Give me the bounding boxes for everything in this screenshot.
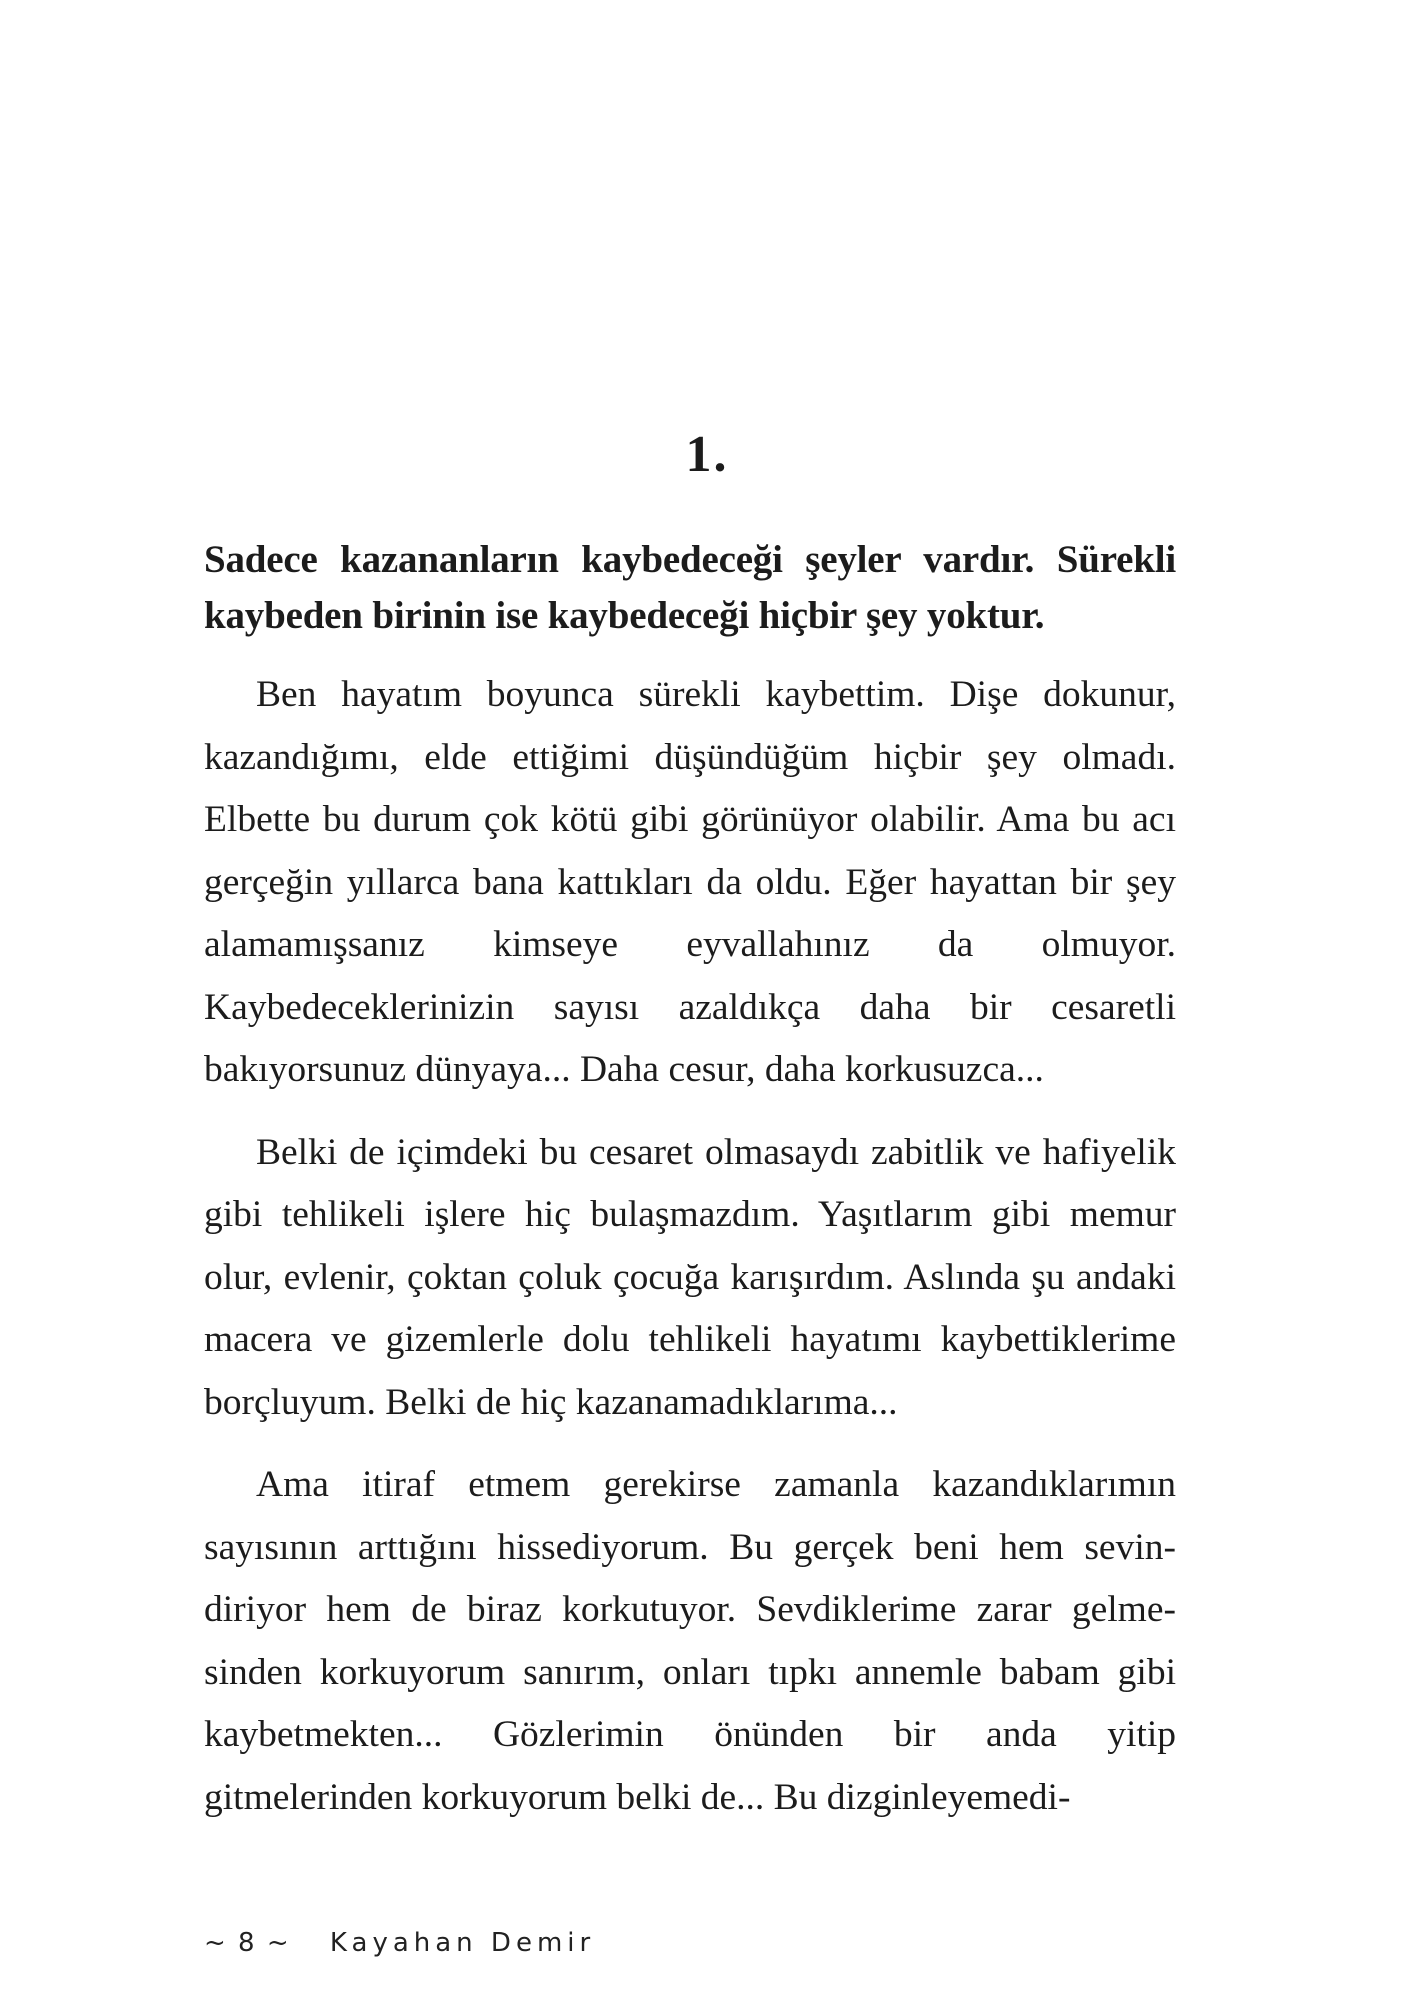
chapter-text [204,532,1176,1829]
chapter-number: 1. [685,426,729,483]
body-paragraph-3: Ama itiraf etmem gerekirse zamanla kazandıklarımın sayısının arttığını hissediyorum. Bu gerçek beni hem sevindiriyor hem de biraz korkutuyor. Sevdiklerime zarar gelmesinden korkuyorum sanırım, onları tıpkı annemle babam gibi kaybetmekten... Gözlerimin önünden bir anda yitip gitmelerinden korkuyorum belki de... Bu dizginleyemedi- [204,1464,1176,1818]
page-footer [204,1928,595,1958]
body-paragraph-1: Ben hayatım boyunca sürekli kaybettim. Dişe dokunur, kazandığımı, elde ettiğimi düşündüğüm hiçbir şey olmadı. Elbette bu durum çok kötü gibi görünüyor olabilir. Ama bu acı gerçeğin yıllarca bana kattıkları da oldu. Eğer hayattan bir şey alamamışsanız kimseye eyvallahınız da olmuyor. Kaybedeceklerinizin sayısı azaldıkça daha bir cesaretli bakıyorsunuz dünyaya... Daha cesur, daha korkusuzca... [204,674,1176,1090]
lead-paragraph: Sadece kazananların kaybedeceği şeyler vardır. Sürekli kaybeden birinin ise kaybedeceği hiçbir şey yoktur. [204,538,1176,637]
author-name: Kayahan Demir [329,1928,596,1958]
page-number: ~ 8 ~ [204,1928,291,1958]
body-paragraph-2: Belki de içimdeki bu cesaret olmasaydı zabitlik ve hafiyelik gibi tehlikeli işlere hiç bulaşmazdım. Yaşıtlarım gibi memur olur, evlenir, çoktan çoluk çocuğa karışırdım. Aslında şu andaki macera ve gizemlerle dolu tehlikeli hayatımı kaybettiklerime borçluyum. Belki de hiç kazanamadıklarıma... [204,1131,1176,1423]
